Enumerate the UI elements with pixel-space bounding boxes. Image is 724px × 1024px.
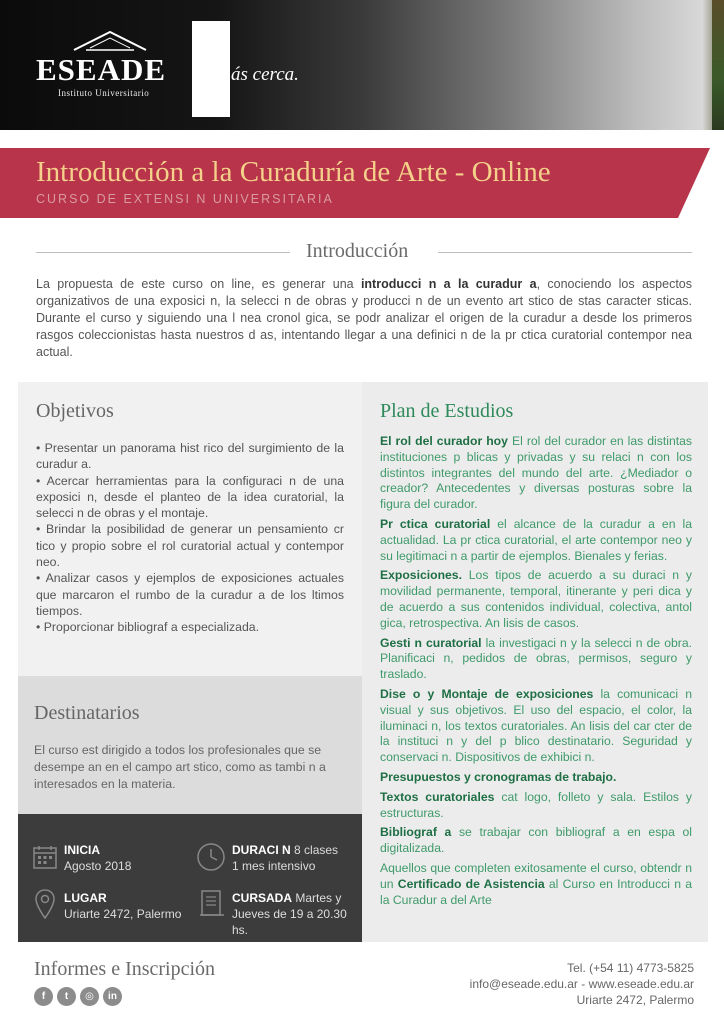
- plan-item-text: la investigaci n y la selecci n de obra. Planificaci n, pedidos de obras, permisos, seguro y traslado.: [380, 635, 692, 682]
- plan-item-title: Presupuestos y cronogramas de trabajo.: [380, 769, 617, 784]
- duracion-cell: [232, 842, 338, 874]
- course-type: CURSO DE EXTENSI N UNIVERSITARIA: [36, 192, 334, 206]
- lugar-label: LUGAR: [64, 891, 107, 905]
- certificate-label: Certificado de Asistencia: [397, 876, 545, 891]
- objetivos-heading: Objetivos: [36, 400, 114, 422]
- header: [0, 0, 724, 130]
- plan-item-title: Gesti n curatorial: [380, 635, 482, 650]
- instagram-icon[interactable]: ◎: [80, 987, 99, 1006]
- plan-item-text: Los tipos de acuerdo a su duraci n y movilidad permanente, temporal, itinerante y peri dica y de acuerdo a sus contenidos individual, colectiva, antol gica, retrospectiva. An lisis de casos.: [380, 568, 692, 630]
- destinatarios-heading: Destinatarios: [34, 702, 140, 724]
- plan-item-text: cat logo, folleto y sala. Estilos y estructuras.: [380, 789, 693, 820]
- white-block: [192, 21, 230, 117]
- cursada-detail: Jueves de 19 a 20.30 hs.: [232, 907, 347, 937]
- objetivos-list: [36, 440, 344, 636]
- inicia-value: Agosto 2018: [64, 859, 132, 873]
- lugar-cell: [64, 890, 181, 922]
- email-web[interactable]: info@eseade.edu.ar - www.eseade.edu.ar: [469, 977, 694, 991]
- plan-list: [380, 434, 692, 912]
- title-banner: [0, 148, 710, 218]
- address: Uriarte 2472, Palermo: [576, 993, 694, 1007]
- closing-text-b: al Curso en Introducci n a la Curadur a del Arte: [380, 876, 692, 907]
- duracion-label: DURACI N: [232, 843, 291, 857]
- plan-item: [380, 636, 692, 683]
- cursada-cell: [232, 890, 362, 938]
- inicia-label: INICIA: [64, 843, 100, 857]
- plan-item: [380, 568, 692, 631]
- plan-item-text: la comunicaci n visual y sus objetivos. El uso del espacio, el color, la iluminaci n, los textos curatoriales. An lisis del car cter de la instituci n y del p blico destinatario. Seguridad y conservaci n. Dispositivos de exhibici n.: [380, 686, 692, 765]
- plan-item: [380, 770, 692, 786]
- plan-item: [380, 434, 692, 513]
- intro-heading: Introducción: [306, 240, 409, 262]
- plan-item: [380, 790, 692, 822]
- footer-title: Informes e Inscripción: [34, 958, 216, 980]
- clock-icon: [196, 842, 226, 872]
- plan-heading: Plan de Estudios: [380, 400, 514, 422]
- logo-text: ESEADE: [36, 52, 167, 87]
- tagline: ás cerca.: [231, 64, 299, 85]
- plan-item-title: El rol del curador hoy: [380, 434, 508, 448]
- plan-item-title: Exposiciones.: [380, 568, 462, 583]
- objetivos-section: [18, 382, 362, 676]
- cursada-label: CURSADA: [232, 891, 292, 905]
- duracion-value: 8 clases: [294, 843, 339, 857]
- twitter-icon[interactable]: t: [57, 987, 76, 1006]
- course-title: [36, 156, 551, 189]
- phone[interactable]: Tel. (+54 11) 4773-5825: [567, 961, 694, 975]
- duracion-detail: 1 mes intensivo: [232, 859, 316, 873]
- title-separator: -: [454, 156, 465, 188]
- intro-paragraph: [36, 276, 692, 361]
- lugar-value: Uriarte 2472, Palermo: [64, 907, 182, 921]
- plan-item-title: Textos curatoriales: [380, 789, 495, 804]
- destinatarios-text: El curso est dirigido a todos los profesionales que se desempe an en el campo art stico, como as tambi n a interesados en la materia.: [34, 743, 326, 791]
- destinatarios-section: [18, 676, 362, 814]
- intro-heading-row: [36, 240, 692, 264]
- list-item: • Proporcionar bibliograf a especializada.: [36, 620, 260, 635]
- inicia-cell: [64, 842, 131, 874]
- facebook-icon[interactable]: f: [34, 987, 53, 1006]
- contact-block: [394, 960, 694, 1008]
- cursada-value: Martes y: [295, 891, 342, 905]
- plan-item: [380, 517, 692, 564]
- plan-item-title: Pr ctica curatorial: [380, 516, 491, 531]
- plan-item: [380, 825, 692, 857]
- logo-subtitle: Instituto Universitario: [58, 88, 150, 98]
- list-item: • Presentar un panorama hist rico del surgimiento de la curadur a.: [36, 441, 344, 472]
- plan-item-title: Bibliograf a: [380, 825, 452, 840]
- intro-text-bold: introducci n a la curadur a: [360, 277, 537, 291]
- list-item: • Analizar casos y ejemplos de exposiciones actuales que marcaron el rumbo de la curadur a de los ltimos tiempos.: [36, 571, 344, 618]
- plan-item-text: se trabajar con bibliograf a en espa ol digitalizada.: [380, 825, 692, 856]
- document-icon: [198, 888, 226, 918]
- header-image-strip: [712, 0, 724, 130]
- plan-item: [380, 687, 692, 766]
- plan-item-text: El rol del curador en las distintas instituciones p blicas y privadas y su relaci n con los distintos integrantes del mundo del arte. ¿Mediador o creador? Antecedentes y diversas posturas sobre la figura del curador.: [380, 434, 692, 512]
- eseade-logo[interactable]: [36, 30, 186, 100]
- divider: [438, 252, 692, 253]
- plan-item-title: Dise o y Montaje de exposiciones: [380, 686, 594, 701]
- location-pin-icon: [34, 888, 56, 920]
- course-title-main: Introducción a la Curaduría de Arte: [36, 156, 448, 188]
- intro-text-b: , conociendo los aspectos organizativos de una exposici n, la selecci n de obras y producci n de un evento art stico de stas caracter sticas. Durante el curso y siguiendo una l nea cronol gica, se podr analizar el origen de la curadur a desde los primeros rasgos coleccionistas hasta nuestros d as, intentando llegar a una definici n de la pr ctica curatorial contempor nea actual.: [36, 277, 692, 359]
- intro-text-a: La propuesta de este curso on line, es generar una: [36, 277, 361, 291]
- divider: [36, 252, 290, 253]
- plan-item-text: el alcance de la curadur a en la actualidad. La pr ctica curatorial, el arte contempor neo y su legitimaci n a partir de ejemplos. Bienales y ferias.: [380, 516, 692, 563]
- calendar-icon: [32, 844, 58, 870]
- course-modality: Online: [471, 156, 551, 188]
- linkedin-icon[interactable]: in: [103, 987, 122, 1006]
- closing-text-a: Aquellos que completen exitosamente el curso, obtendr n un: [380, 860, 692, 891]
- list-item: • Brindar la posibilidad de generar un pensamiento cr tico y propio sobre el rol curatorial actual y contempor neo.: [36, 522, 344, 570]
- plan-closing: [380, 861, 692, 908]
- roof-icon: [72, 30, 148, 52]
- plan-section: [362, 382, 708, 942]
- list-item: • Acercar herramientas para la configuraci n de una exposici n, desde el planteo de la idea curatorial, la selecci n de obras y el montaje.: [36, 473, 344, 521]
- course-info-box: [18, 814, 362, 942]
